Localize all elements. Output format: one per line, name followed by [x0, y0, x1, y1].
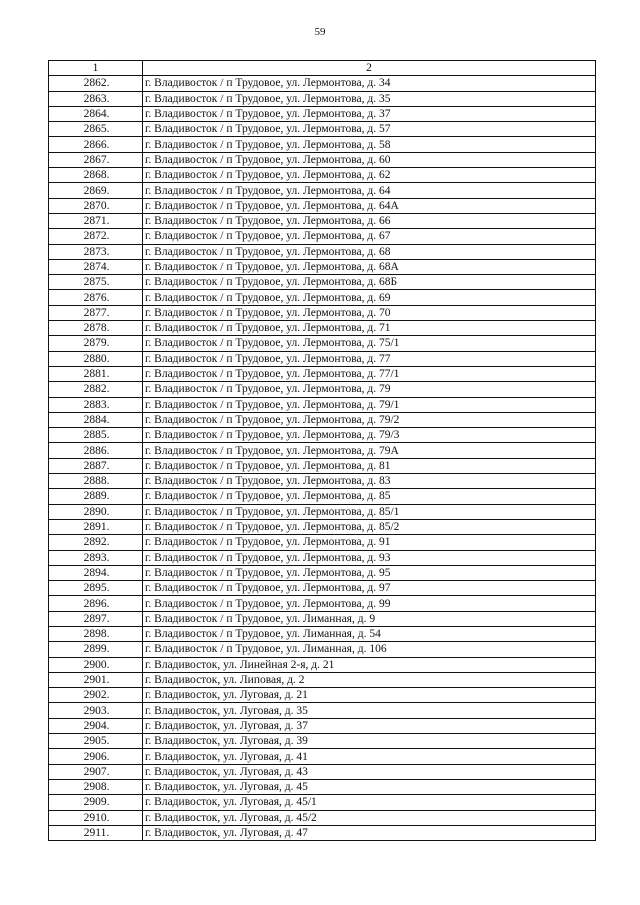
- table-row: [49, 779, 596, 794]
- row-address: г. Владивосток / п Трудовое, ул. Лермонтова, д. 68: [143, 244, 596, 259]
- table-row: [49, 810, 596, 825]
- row-number: 2866.: [49, 137, 143, 152]
- row-number: 2888.: [49, 474, 143, 489]
- row-address: г. Владивосток / п Трудовое, ул. Лермонтова, д. 79/2: [143, 412, 596, 427]
- table-row: [49, 504, 596, 519]
- row-address: г. Владивосток / п Трудовое, ул. Лермонтова, д. 64А: [143, 198, 596, 213]
- table-row: [49, 596, 596, 611]
- row-address: г. Владивосток / п Трудовое, ул. Лермонтова, д. 68Б: [143, 275, 596, 290]
- row-number: 2864.: [49, 106, 143, 121]
- row-address: г. Владивосток, ул. Луговая, д. 41: [143, 749, 596, 764]
- row-address: г. Владивосток / п Трудовое, ул. Лермонтова, д. 35: [143, 91, 596, 106]
- row-address: г. Владивосток / п Трудовое, ул. Лиманная, д. 106: [143, 642, 596, 657]
- table-row: [49, 611, 596, 626]
- address-table: [48, 60, 596, 841]
- row-number: 2906.: [49, 749, 143, 764]
- row-address: г. Владивосток / п Трудовое, ул. Лиманная, д. 54: [143, 626, 596, 641]
- table-row: [49, 795, 596, 810]
- row-number: 2876.: [49, 290, 143, 305]
- table-row: [49, 749, 596, 764]
- row-number: 2890.: [49, 504, 143, 519]
- table-row: [49, 672, 596, 687]
- table-row: [49, 565, 596, 580]
- table-row: [49, 474, 596, 489]
- row-number: 2886.: [49, 443, 143, 458]
- table-row: [49, 106, 596, 121]
- table-row: [49, 550, 596, 565]
- row-number: 2902.: [49, 688, 143, 703]
- row-address: г. Владивосток, ул. Луговая, д. 35: [143, 703, 596, 718]
- row-address: г. Владивосток / п Трудовое, ул. Лермонтова, д. 91: [143, 535, 596, 550]
- row-address: г. Владивосток, ул. Липовая, д. 2: [143, 672, 596, 687]
- row-address: г. Владивосток / п Трудовое, ул. Лермонтова, д. 97: [143, 581, 596, 596]
- table-row: [49, 76, 596, 91]
- table-row: [49, 642, 596, 657]
- row-address: г. Владивосток / п Трудовое, ул. Лермонтова, д. 79/3: [143, 428, 596, 443]
- table-row: [49, 734, 596, 749]
- row-number: 2910.: [49, 810, 143, 825]
- row-address: г. Владивосток / п Трудовое, ул. Лермонтова, д. 85/1: [143, 504, 596, 519]
- row-address: г. Владивосток, ул. Луговая, д. 45/2: [143, 810, 596, 825]
- table-row: [49, 137, 596, 152]
- row-number: 2909.: [49, 795, 143, 810]
- row-address: г. Владивосток / п Трудовое, ул. Лермонтова, д. 66: [143, 213, 596, 228]
- table-row: [49, 581, 596, 596]
- table-row: [49, 718, 596, 733]
- row-address: г. Владивосток, ул. Луговая, д. 21: [143, 688, 596, 703]
- table-row: [49, 519, 596, 534]
- table-row: [49, 321, 596, 336]
- row-number: 2905.: [49, 734, 143, 749]
- table-row: [49, 366, 596, 381]
- table-row: [49, 412, 596, 427]
- table-header-row: [49, 61, 596, 76]
- row-address: г. Владивосток / п Трудовое, ул. Лермонтова, д. 58: [143, 137, 596, 152]
- table-row: [49, 152, 596, 167]
- table-row: [49, 183, 596, 198]
- row-number: 2872.: [49, 229, 143, 244]
- row-address: г. Владивосток / п Трудовое, ул. Лермонтова, д. 70: [143, 305, 596, 320]
- row-number: 2867.: [49, 152, 143, 167]
- table-row: [49, 213, 596, 228]
- row-address: г. Владивосток / п Трудовое, ул. Лермонтова, д. 68А: [143, 259, 596, 274]
- row-address: г. Владивосток / п Трудовое, ул. Лермонтова, д. 85: [143, 489, 596, 504]
- row-address: г. Владивосток / п Трудовое, ул. Лермонтова, д. 93: [143, 550, 596, 565]
- table-row: [49, 244, 596, 259]
- row-address: г. Владивосток / п Трудовое, ул. Лермонтова, д. 60: [143, 152, 596, 167]
- row-number: 2869.: [49, 183, 143, 198]
- table-row: [49, 535, 596, 550]
- row-number: 2868.: [49, 168, 143, 183]
- table-row: [49, 764, 596, 779]
- row-address: г. Владивосток / п Трудовое, ул. Лермонтова, д. 85/2: [143, 519, 596, 534]
- row-number: 2896.: [49, 596, 143, 611]
- row-number: 2884.: [49, 412, 143, 427]
- table-row: [49, 688, 596, 703]
- table-row: [49, 351, 596, 366]
- table-row: [49, 382, 596, 397]
- row-number: 2901.: [49, 672, 143, 687]
- row-address: г. Владивосток, ул. Луговая, д. 37: [143, 718, 596, 733]
- row-number: 2879.: [49, 336, 143, 351]
- table-row: [49, 259, 596, 274]
- row-address: г. Владивосток / п Трудовое, ул. Лермонтова, д. 77: [143, 351, 596, 366]
- row-address: г. Владивосток / п Трудовое, ул. Лермонтова, д. 79А: [143, 443, 596, 458]
- row-address: г. Владивосток / п Трудовое, ул. Лермонтова, д. 95: [143, 565, 596, 580]
- row-number: 2908.: [49, 779, 143, 794]
- row-number: 2871.: [49, 213, 143, 228]
- page-number: 59: [314, 26, 326, 38]
- row-number: 2881.: [49, 366, 143, 381]
- table-row: [49, 489, 596, 504]
- table-row: [49, 122, 596, 137]
- row-address: г. Владивосток / п Трудовое, ул. Лермонтова, д. 37: [143, 106, 596, 121]
- row-number: 2895.: [49, 581, 143, 596]
- row-number: 2873.: [49, 244, 143, 259]
- row-address: г. Владивосток, ул. Луговая, д. 39: [143, 734, 596, 749]
- table-row: [49, 428, 596, 443]
- row-number: 2903.: [49, 703, 143, 718]
- row-address: г. Владивосток / п Трудовое, ул. Лермонтова, д. 81: [143, 458, 596, 473]
- row-number: 2862.: [49, 76, 143, 91]
- row-number: 2900.: [49, 657, 143, 672]
- row-number: 2878.: [49, 321, 143, 336]
- row-address: г. Владивосток / п Трудовое, ул. Лермонтова, д. 79/1: [143, 397, 596, 412]
- row-address: г. Владивосток, ул. Луговая, д. 45/1: [143, 795, 596, 810]
- row-number: 2865.: [49, 122, 143, 137]
- row-number: 2897.: [49, 611, 143, 626]
- row-address: г. Владивосток / п Трудовое, ул. Лермонтова, д. 79: [143, 382, 596, 397]
- row-address: г. Владивосток, ул. Луговая, д. 47: [143, 825, 596, 840]
- row-address: г. Владивосток / п Трудовое, ул. Лермонтова, д. 69: [143, 290, 596, 305]
- row-number: 2877.: [49, 305, 143, 320]
- row-number: 2887.: [49, 458, 143, 473]
- row-address: г. Владивосток / п Трудовое, ул. Лиманная, д. 9: [143, 611, 596, 626]
- table-row: [49, 198, 596, 213]
- row-number: 2898.: [49, 626, 143, 641]
- row-address: г. Владивосток / п Трудовое, ул. Лермонтова, д. 71: [143, 321, 596, 336]
- row-number: 2911.: [49, 825, 143, 840]
- table-row: [49, 657, 596, 672]
- table-row: [49, 458, 596, 473]
- table-row: [49, 443, 596, 458]
- row-number: 2904.: [49, 718, 143, 733]
- row-number: 2891.: [49, 519, 143, 534]
- row-number: 2893.: [49, 550, 143, 565]
- table-row: [49, 290, 596, 305]
- table-row: [49, 397, 596, 412]
- table-row: [49, 336, 596, 351]
- row-number: 2899.: [49, 642, 143, 657]
- table-body: [49, 76, 596, 841]
- row-number: 2885.: [49, 428, 143, 443]
- row-number: 2880.: [49, 351, 143, 366]
- table-row: [49, 91, 596, 106]
- row-address: г. Владивосток / п Трудовое, ул. Лермонтова, д. 67: [143, 229, 596, 244]
- row-address: г. Владивосток / п Трудовое, ул. Лермонтова, д. 77/1: [143, 366, 596, 381]
- table-row: [49, 703, 596, 718]
- table-row: [49, 305, 596, 320]
- row-number: 2883.: [49, 397, 143, 412]
- row-number: 2894.: [49, 565, 143, 580]
- row-address: г. Владивосток / п Трудовое, ул. Лермонтова, д. 99: [143, 596, 596, 611]
- row-number: 2892.: [49, 535, 143, 550]
- row-address: г. Владивосток, ул. Линейная 2-я, д. 21: [143, 657, 596, 672]
- column-header-number: 1: [49, 61, 143, 76]
- table-row: [49, 275, 596, 290]
- table-row: [49, 626, 596, 641]
- column-header-address: 2: [143, 61, 596, 76]
- table-row: [49, 229, 596, 244]
- row-number: 2907.: [49, 764, 143, 779]
- row-address: г. Владивосток / п Трудовое, ул. Лермонтова, д. 75/1: [143, 336, 596, 351]
- row-number: 2875.: [49, 275, 143, 290]
- row-number: 2870.: [49, 198, 143, 213]
- row-address: г. Владивосток / п Трудовое, ул. Лермонтова, д. 83: [143, 474, 596, 489]
- row-number: 2882.: [49, 382, 143, 397]
- row-address: г. Владивосток, ул. Луговая, д. 43: [143, 764, 596, 779]
- row-number: 2874.: [49, 259, 143, 274]
- row-address: г. Владивосток / п Трудовое, ул. Лермонтова, д. 34: [143, 76, 596, 91]
- row-address: г. Владивосток / п Трудовое, ул. Лермонтова, д. 62: [143, 168, 596, 183]
- row-address: г. Владивосток, ул. Луговая, д. 45: [143, 779, 596, 794]
- row-address: г. Владивосток / п Трудовое, ул. Лермонтова, д. 57: [143, 122, 596, 137]
- row-number: 2863.: [49, 91, 143, 106]
- table-row: [49, 825, 596, 840]
- row-number: 2889.: [49, 489, 143, 504]
- row-address: г. Владивосток / п Трудовое, ул. Лермонтова, д. 64: [143, 183, 596, 198]
- table-row: [49, 168, 596, 183]
